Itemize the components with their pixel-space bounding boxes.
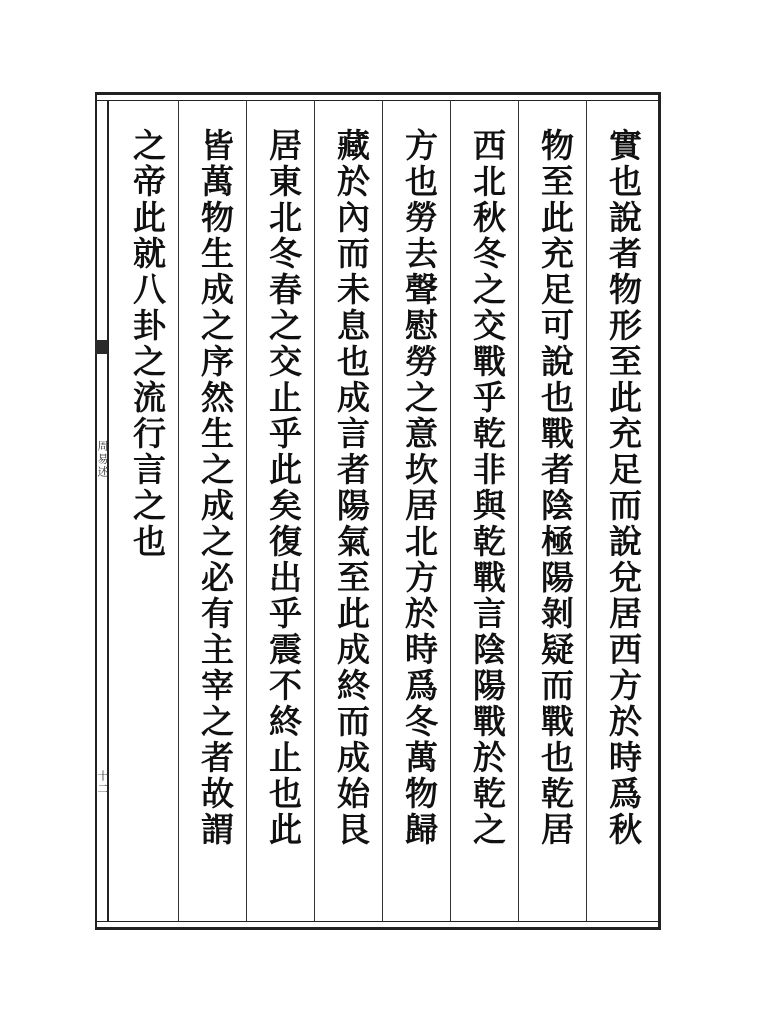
text-column-8: 之帝此就八卦之流行言之也 bbox=[128, 128, 167, 560]
column-rule bbox=[246, 100, 247, 921]
column-rule bbox=[586, 100, 587, 921]
frame-top-rule bbox=[95, 100, 661, 101]
column-rule bbox=[314, 100, 315, 921]
frame-bottom-rule bbox=[95, 921, 661, 922]
fishtail-mark bbox=[95, 340, 108, 354]
margin-folio: 十二 bbox=[96, 770, 109, 796]
text-column-3: 西北秋冬之交戰乎乾非與乾戰言陰陽戰於乾之 bbox=[468, 128, 507, 848]
column-rule bbox=[450, 100, 451, 921]
column-rule bbox=[382, 100, 383, 921]
margin-title: 周易述 bbox=[96, 440, 109, 479]
text-column-2: 物至此充足可說也戰者陰極陽剝疑而戰也乾居 bbox=[536, 128, 575, 848]
text-column-5: 藏於內而未息也成言者陽氣至此成終而成始艮 bbox=[332, 128, 371, 848]
text-column-7: 皆萬物生成之序然生之成之必有主宰之者故謂 bbox=[196, 128, 235, 848]
text-column-6: 居東北冬春之交止乎此矣復出乎震不終止也此 bbox=[264, 128, 303, 848]
column-rule bbox=[178, 100, 179, 921]
text-column-4: 方也勞去聲慰勞之意坎居北方於時爲冬萬物歸 bbox=[400, 128, 439, 848]
margin-strip bbox=[95, 100, 109, 921]
column-rule bbox=[518, 100, 519, 921]
text-column-1: 實也說者物形至此充足而說兌居西方於時爲秋 bbox=[604, 128, 643, 848]
